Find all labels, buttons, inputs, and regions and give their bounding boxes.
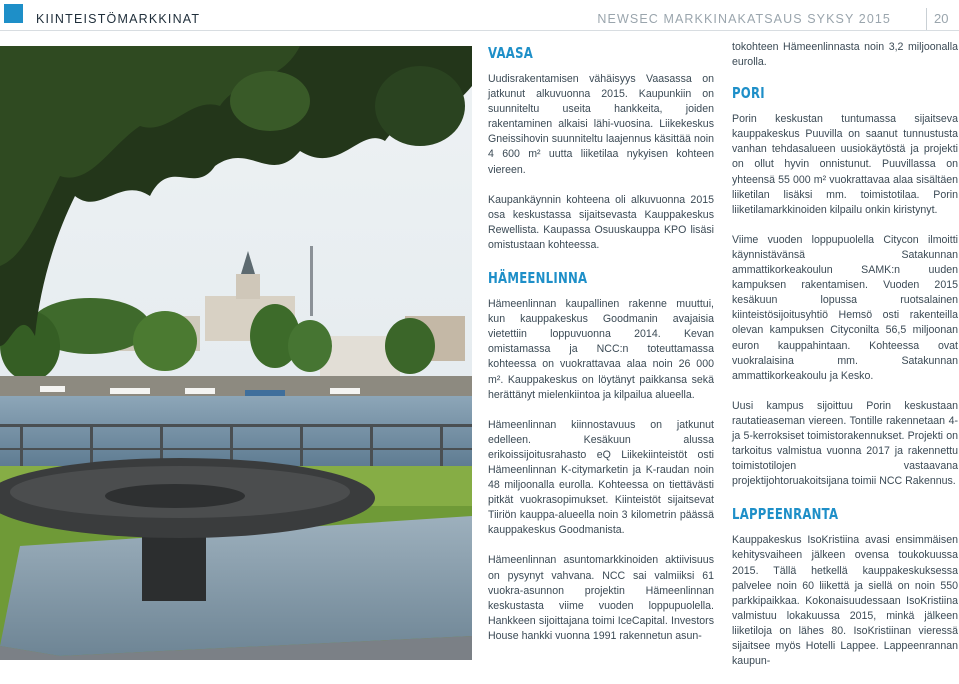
publication-title: NEWSEC MARKKINAKATSAUS SYKSY 2015	[597, 12, 891, 26]
header-divider	[926, 8, 927, 30]
hameenlinna-paragraph-3: Hämeenlinnan asuntomarkkinoiden aktiivisuus on pysynyt vahvana. NCC sai valmiiksi 61 vuokra-asunnon projektin Hämeenlinnan keskustasta viime vuoden loppupuolella. Hankkeen sijoittajana toimi IceCapital. Investors House hankki vuonna 1991 rakennetun asun-	[488, 554, 714, 642]
vaasa-paragraph-2: Kaupankäynnin kohteena oli alkuvuonna 2015 osa keskustassa sijaitsevasta Kauppakeskus Rewellista. Kaupassa Osuuskauppa KPO lisäsi omistustaan kohteessa.	[488, 193, 714, 251]
section-color-square	[4, 4, 23, 23]
section-title: KIINTEISTÖMARKKINAT	[36, 12, 201, 26]
pori-paragraph-3: Uusi kampus sijoittuu Porin keskustaan rautatieaseman viereen. Tontille rakennetaan 4- ja 5-kerroksiset toimistorakennukset. Projekti on tarkoitus valmistua vuonna 2017 ja rakennettu toimistotilojen vastaavana projektijohtoruakoitsijana toimii NCC Rakennus.	[732, 399, 958, 488]
text-column-1	[488, 40, 714, 659]
text-column-2	[732, 40, 958, 684]
pori-paragraph-1: Porin keskustan tuntumassa sijaitseva kauppakeskus Puuvilla on saanut tunnustusta vanhan tehdasalueen uusiokäytöstä ja projekti on ollut hyvin onnistunut. Puuvillassa on yhteensä 55 000 m² vuokrattavaa alaa sisältäen liiketilan lisäksi mm. toimistotilaa. Porin liiketilamarkkinoiden kilpailu onkin kiristynyt.	[732, 113, 958, 216]
header-rule	[0, 30, 959, 31]
heading-pori: PORI	[732, 84, 765, 103]
heading-hameenlinna: HÄMEENLINNA	[488, 269, 588, 288]
pori-paragraph-2: Viime vuoden loppupuolella Citycon ilmoitti käynnistävänsä Satakunnan ammattikorkeakoulun SAMK:n uuden kampuksen rakentamisen. Vuoden 2015 kesäkuun lopussa ruotsalainen kiinteistösijoitusyhtiö Hemsö osti rakenteilla olevan kampuksen Cityconilta 56,5 miljoonan euron kauppahintaan. Kohteessa ovat vuokralaisina mm. Satakunnan ammattikorkeakoulu ja Kesko.	[732, 233, 958, 382]
heading-vaasa: VAASA	[488, 44, 534, 62]
page-number: 20	[934, 11, 949, 26]
hameenlinna-paragraph-2: Hämeenlinnan kiinnostavuus on jatkunut edelleen. Kesäkuun alussa erikoissijoitusrahasto eQ Liikekiinteistöt osti Hämeenlinnan K-citymarketin ja K-raudan noin 48 miljoonalla eurolla. Kohteessa on tiettävästi pitkät vuokrasopimukset. Kiinteistöt sijaitsevat Tiiriön kauppa-alueella noin 3 kilometrin päässä kauppakeskus Goodmanista.	[488, 418, 714, 537]
hameenlinna-paragraph-1: Hämeenlinnan kaupallinen rakenne muuttui, kun kauppakeskus Goodmanin avajaisia vietettiin loppuvuonna 2014. Kevan omistamassa ja NCC:n toteuttamassa kohteessa on vuokrattavaa alaa noin 26 000 m². Kauppakeskus on löytänyt paikkansa sekä herättänyt mielenkiintoa ja kilpailua alueella.	[488, 298, 714, 401]
vaasa-paragraph-1: Uudisrakentamisen vähäisyys Vaasassa on jatkunut alkuvuonna 2015. Kaupunkiin on suunniteltu useita hankkeita, joiden rakentaminen alkaisi lähi-vuosina. Liikekeskus Gneissihovin suunniteltu laajennus käsittää noin 4 600 m² uutta liiketilaa nykyisen kohteen viereen.	[488, 73, 714, 176]
continuation-paragraph: tokohteen Hämeenlinnasta noin 3,2 miljoonalla eurolla.	[732, 41, 958, 69]
lappeenranta-paragraph-1: Kauppakeskus IsoKristiina avasi ensimmäisen kehitysvaiheen jälkeen ovensa toukokuussa 2015. Tällä hetkellä kauppakeskuksessa palvelee noin 60 liikettä ja siellä on noin 550 parkkipaikkaa. Kokonaisuudessaan IsoKristiina valmistuu lokakuussa 2015, minkä jälkeen liiketiloja on lähes 80. IsoKristiinan vieressä sijaitsee myös Hotelli Lappee. Lappeenrannan kaupun-	[732, 534, 958, 668]
city-photo	[0, 46, 472, 660]
heading-lappeenranta: LAPPEENRANTA	[732, 505, 839, 524]
